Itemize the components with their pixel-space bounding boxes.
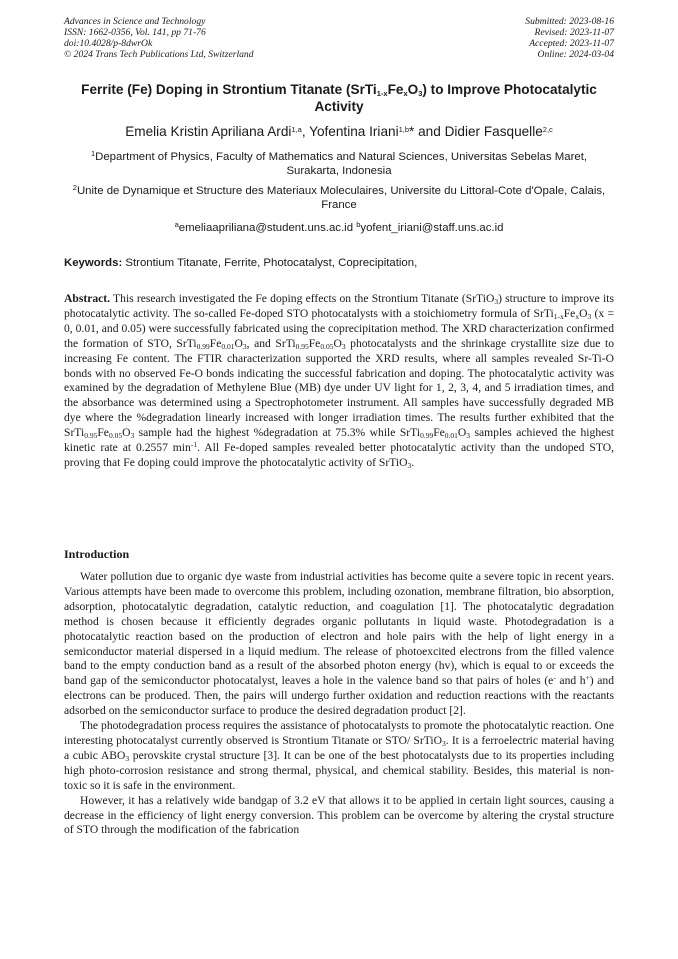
abstract: Abstract. This research investigated the Fe doping effects on the Strontium Titanate (SrTiO$_3$) structure to improve its photocatalytic activity. The so-called Fe-doped STO photocatalysts with a stoichiometry formula of $SrTi_{1-x}Fe_xO_3$ (x = 0, 0.01, and 0.05) were successfully fabricated using the coprecipitation method. The XRD characterization confirmed the formation of STO, $SrTi_{0.99}Fe_{0.01}O_3$, and $SrTi_{0.95}Fe_{0.05}O_3$ photocatalysts and the shrinkage crystallite size due to increasing Fe content. The FTIR characterization supported the XRD results, where all samples revealed Sr-Ti-O bonds with no observed Fe-O bonds indicating the successful fabrication and doping. The photocatalytic activity was examined by the degradation of Methylene Blue (MB) dye under UV light for 1, 2, 3, 4, and 5 irradiation times, and the absorbance was determined using a Spectrophotometer instrument. All samples have successfully degraded MB dye where the %degradation linearly increased with longer irradiation times. The results further exhibited that the $SrTi_{0.95}Fe_{0.05}O_3$ sample had the highest %degradation at 75.3% while $SrTi_{0.99}Fe_{0.01}O_3$ samples achieved the highest kinetic rate at 0.2557 $\min^{-1}$. All Fe-doped samples revealed better photocatalytic activity than the undoped STO, proving that Fe doping could improve the photocatalytic activity of SrTiO$_3$. (64, 292, 614, 470)
issn-line: ISSN: 1662-0356, Vol. 141, pp 71-76 (64, 27, 206, 38)
intro-paragraph-3: However, it has a relatively wide bandgap of 3.2 eV that allows it to be applied in certain light sources, causing a decrease in the efficiency of light energy conversion. This problem can be overcome by altering the crystal structure of STO through the modification of the fabrication (64, 793, 614, 837)
journal-name: Advances in Science and Technology (64, 16, 206, 27)
author-3: Didier Fasquelle (444, 124, 543, 139)
copyright-line: © 2024 Trans Tech Publications Ltd, Switzerland (64, 49, 254, 60)
paper-title: Ferrite (Fe) Doping in Strontium Titanate $(SrTi_{1-x}Fe_xO_3)$ to Improve Photocatalytic Activity (81, 82, 597, 114)
accepted-date: Accepted: 2023-11-07 (529, 38, 614, 49)
affiliation-2: $^2$Unite de Dynamique et Structure des Materiaux Moleculaires, Universite du Littoral-Cote d'Opale, Calais, France (72, 183, 606, 211)
revised-date: Revised: 2023-11-07 (534, 27, 614, 38)
dates-info (414, 16, 614, 60)
intro-paragraph-2: The photodegradation process requires the assistance of photocatalysts to promote the photocatalytic reaction. One interesting photocatalyst currently observed is Strontium Titanate or STO/ SrTiO$_3$. It is a ferroelectric material having a cubic $ABO_3$ perovskite crystal structure [3]. It can be one of the best photocatalysts due to its properties including high photo-corrosion resistance and strong thermal, physical, and chemical stability. Besides, this material is non-toxic so it is safe in the environment. (64, 719, 614, 792)
author-list: Emelia Kristin Apriliana Ardi$^{1,a}$, Yofentina Iriani$^{1,b}$* and Didier Fasquelle$^{2,c}$ (125, 124, 553, 139)
affiliation-1: $^1$Department of Physics, Faculty of Mathematics and Natural Sciences, Universitas Sebelas Maret, Surakarta, Indonesia (90, 149, 588, 177)
journal-info (64, 16, 364, 60)
email-b[interactable]: yofent_iriani@staff.uns.ac.id (360, 222, 504, 234)
email-a[interactable]: emeliaapriliana@student.uns.ac.id (178, 222, 354, 234)
submitted-date: Submitted: 2023-08-16 (525, 16, 614, 27)
keywords: Keywords: Strontium Titanate, Ferrite, Photocatalyst, Coprecipitation, (64, 257, 418, 269)
introduction-body (64, 570, 614, 838)
author-emails: $^a$emeliaapriliana@student.uns.ac.id $^b$yofent_iriani@staff.uns.ac.id (174, 220, 504, 234)
author-1: Emelia Kristin Apriliana Ardi (125, 124, 292, 139)
section-heading-introduction: Introduction (64, 547, 130, 561)
intro-paragraph-1: Water pollution due to organic dye waste from industrial activities has become quite a severe topic in recent years. Various attempts have been made to overcome this problem, including ozonation, membrane filtration, bio absorption, adsorption, photocatalytic degradation, catalytic reduction, and coagulation [1]. The photocatalytic degradation method is chosen because it efficiently degrades organic pollutants in liquid waste. Photodegradation is a photocatalytic reaction based on the production of electron and hole pairs with the help of light energy in a semiconductor material dispersed in a liquid medium. The release of photoexcited electrons from the filled valence band to the empty conduction band as a result of the absorbed photon energy (hv), which is equal to or exceeds the band gap of the semiconductor photocatalyst, leaves a hole in the valence band so that pairs of holes (e- and h+) and electrons can be produced. Then, the pairs will undergo further oxidation and reduction reactions with the reactants adsorbed on the semiconductor surface to produce the desired degradation product [2]. (64, 570, 614, 718)
author-2: Yofentina Iriani (309, 124, 399, 139)
doi-line: doi:10.4028/p-8dwrOk (64, 38, 153, 49)
online-date: Online: 2024-03-04 (537, 49, 614, 60)
